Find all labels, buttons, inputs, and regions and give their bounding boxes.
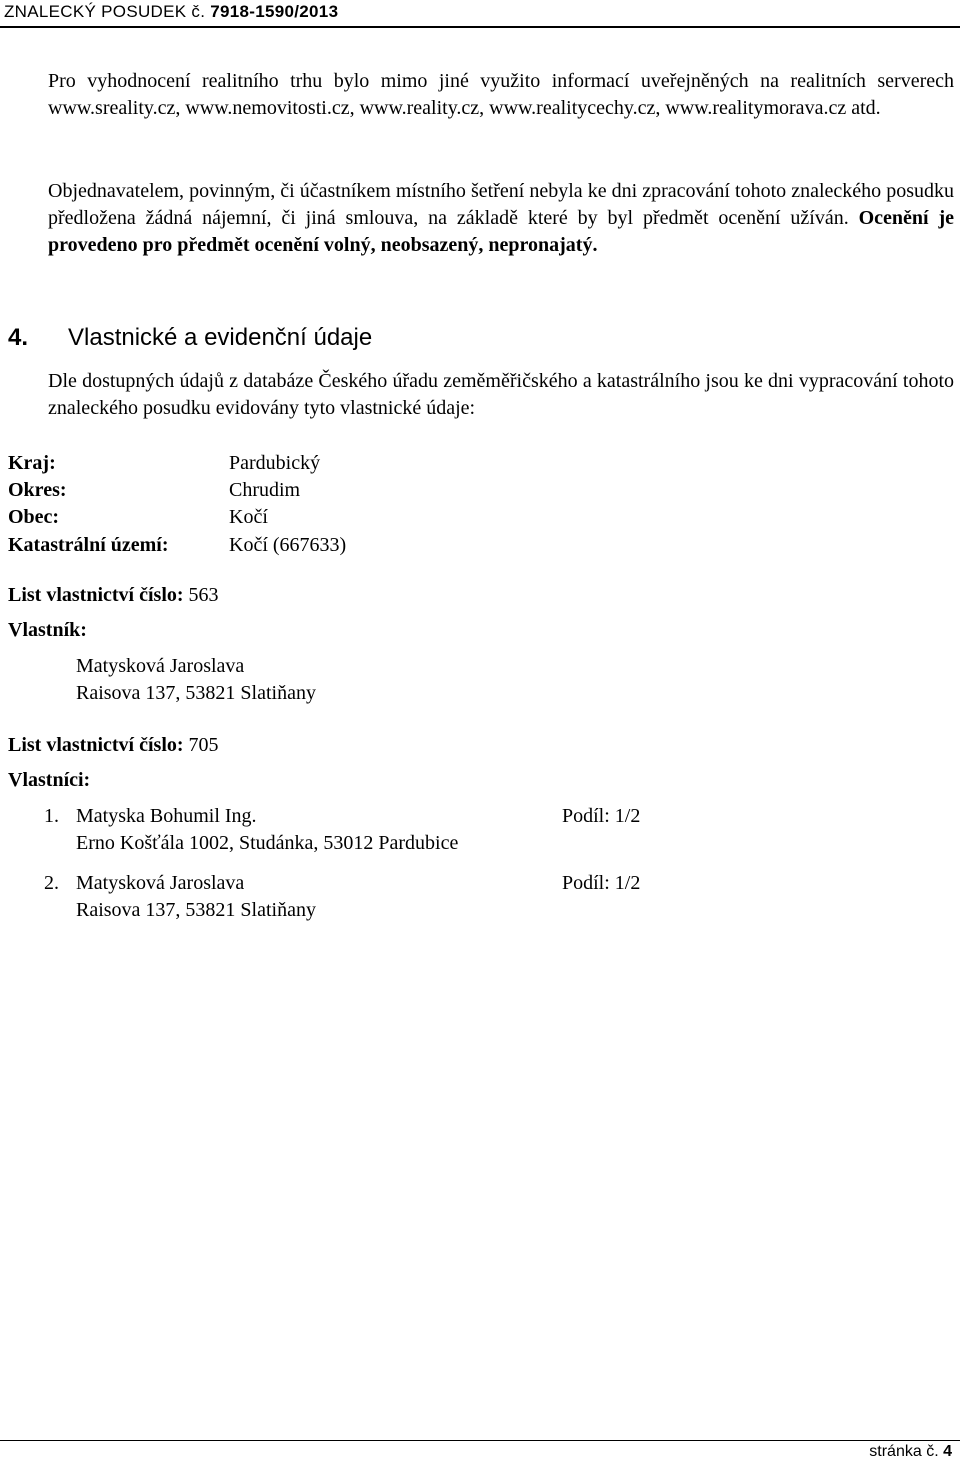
location-label-katastralni-uzemi: Katastrální území: [8, 534, 169, 556]
location-label-obec: Obec: [8, 506, 60, 528]
footer-divider [0, 1440, 960, 1441]
page-number: 4 [943, 1443, 952, 1460]
section-title: Vlastnické a evidenční údaje [68, 324, 373, 351]
lv1-owner-address: Raisova 137, 53821 Slatiňany [76, 682, 316, 704]
lv1-label: List vlastnictví číslo: [8, 584, 184, 606]
paragraph-market-sources: Pro vyhodnocení realitního trhu bylo mimo jiné využito informací uveřejněných na realitních serverech www.sreality.cz, www.nemovitosti.cz, www.reality.cz, www.realitycechy.cz, www.realitymorava.cz atd. [48, 70, 954, 119]
lv2-owner-2-address: Raisova 137, 53821 Slatiňany [76, 899, 316, 921]
footer-label: stránka č. [869, 1443, 944, 1460]
lv2-owner-1-address: Erno Košťála 1002, Studánka, 53012 Pardubice [76, 832, 459, 854]
lv2-owner-label: Vlastníci: [8, 769, 91, 791]
paragraph-contracts-bold: Ocenění je provedeno pro předmět ocenění volný, neobsazený, nepronajatý. [48, 207, 954, 256]
location-value-kraj: Pardubický [229, 452, 321, 474]
lv2-owner-1-name: Matyska Bohumil Ing. [76, 805, 257, 827]
location-label-okres: Okres: [8, 479, 67, 501]
header-title: ZNALECKÝ POSUDEK č. [4, 2, 211, 21]
location-value-obec: Kočí [229, 506, 268, 528]
paragraph-contracts-text: Objednavatelem, povinným, či účastníkem místního šetření nebyla ke dni zpracování tohoto znaleckého posudku předložena žádná nájemní, či jiná smlouva, na základě které by byl předmět ocenění užíván. [48, 180, 954, 229]
lv2-label: List vlastnictví číslo: [8, 734, 184, 756]
paragraph-contracts [48, 178, 954, 259]
section-heading [8, 324, 372, 352]
lv1-number: 563 [183, 584, 219, 606]
header-divider [0, 26, 960, 28]
lv2-owner-2-name: Matysková Jaroslava [76, 872, 245, 894]
header-document-number: 7918-1590/2013 [210, 2, 339, 21]
location-value-katastralni-uzemi: Kočí (667633) [229, 534, 347, 556]
lv2-owner-1-index: 1. [44, 805, 59, 827]
location-value-okres: Chrudim [229, 479, 301, 501]
lv2-owner-1-share: Podíl: 1/2 [562, 805, 641, 827]
lv2-line [8, 732, 219, 759]
lv2-owner-2-index: 2. [44, 872, 59, 894]
lv1-owner-name: Matysková Jaroslava [76, 655, 245, 677]
page-header [4, 2, 338, 22]
lv2-owner-2-share: Podíl: 1/2 [562, 872, 641, 894]
section-intro: Dle dostupných údajů z databáze Českého úřadu zeměměřičského a katastrálního jsou ke dni vypracování tohoto znaleckého posudku evidovány tyto vlastnické údaje: [48, 370, 954, 419]
location-label-kraj: Kraj: [8, 452, 56, 474]
lv1-owner-label: Vlastník: [8, 619, 87, 641]
section-number: 4. [8, 324, 29, 351]
page-footer [869, 1443, 952, 1461]
lv2-number: 705 [183, 734, 219, 756]
lv1-line [8, 582, 219, 609]
